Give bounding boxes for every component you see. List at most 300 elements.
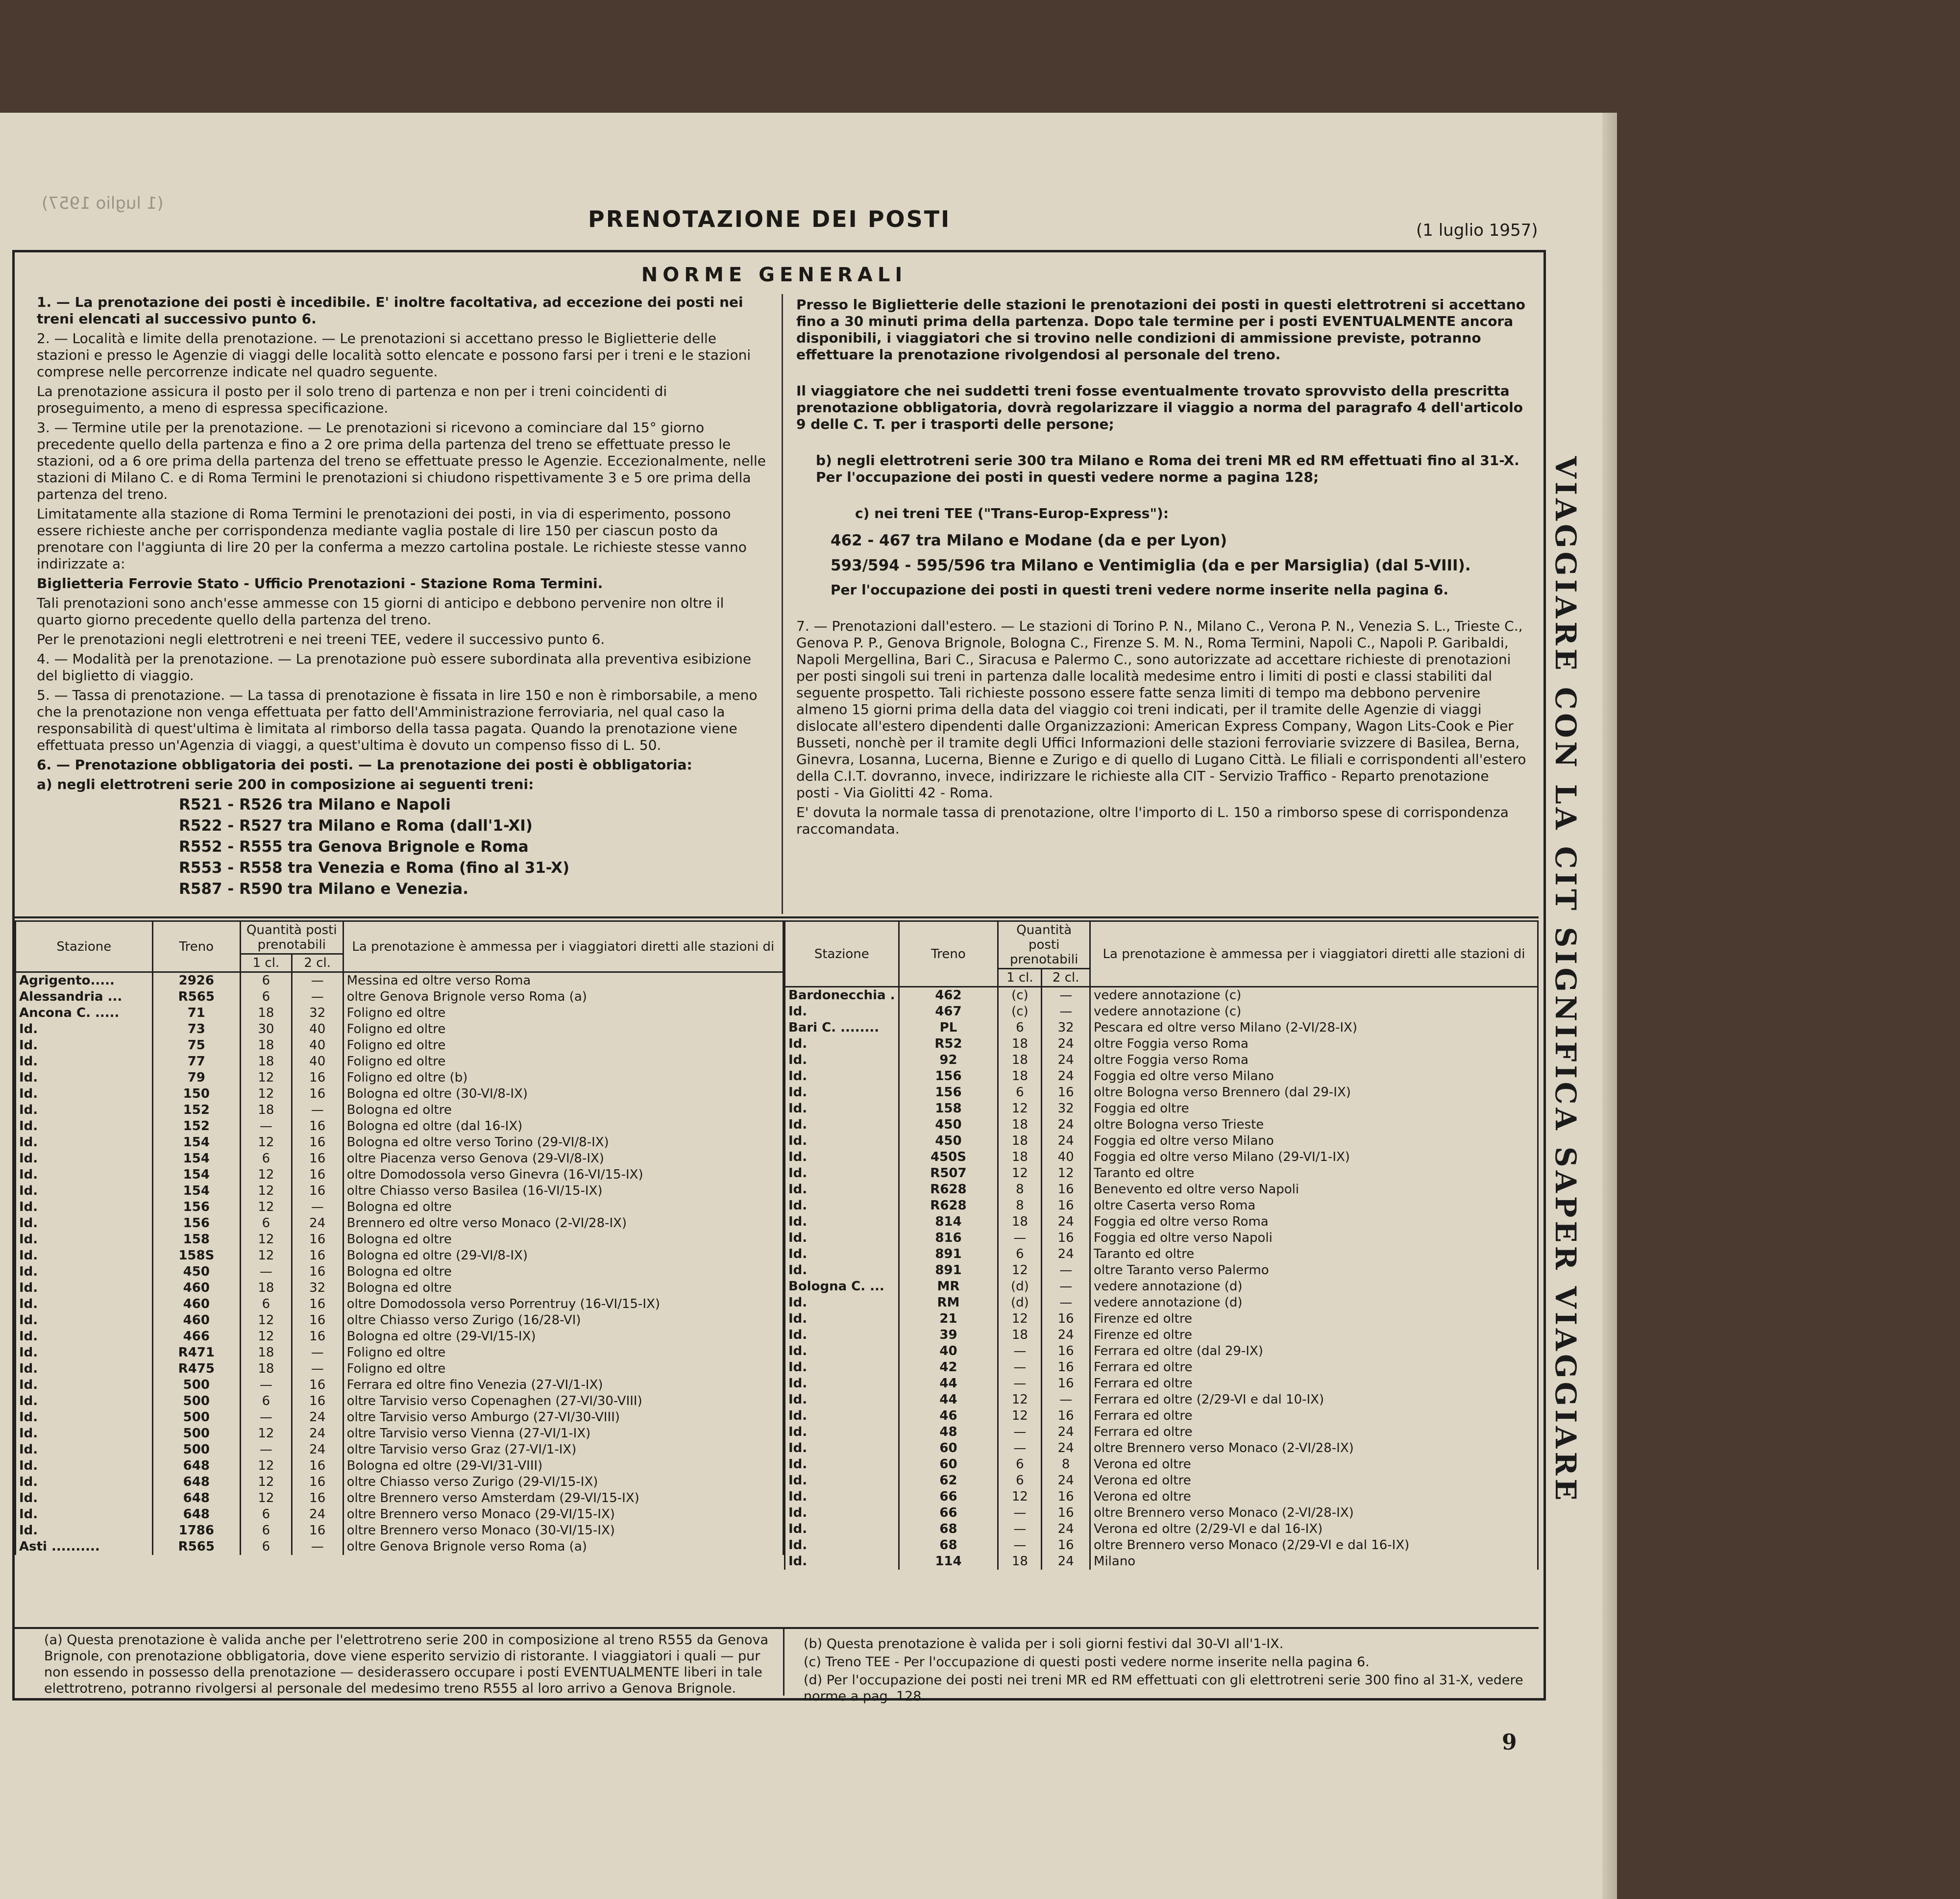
cell-1cl: (c) (998, 987, 1042, 1004)
cell-train: 891 (899, 1262, 998, 1279)
norm-3-see-6: Per le prenotazioni negli elettrotreni e nei treeni TEE, vedere il successivo punto 6. (37, 631, 605, 647)
cell-station: Ancona C. ..... (16, 1005, 153, 1021)
cell-train: 500 (152, 1409, 240, 1426)
table-row (785, 1359, 1538, 1376)
cell-train: R471 (152, 1345, 240, 1361)
cell-1cl: 12 (998, 1489, 1042, 1505)
table-row (16, 1458, 784, 1474)
cell-2cl: 12 (1042, 1165, 1090, 1182)
norm-7: 7. — Prenotazioni dall'estero. — Le stazioni di Torino P. N., Milano C., Verona P. N., Venezia S. L., Trieste C., Genova P. P., Genova Brignole, Bologna C., Firenze S. M. N., Roma Termini, Napoli C., Napoli P. Garibaldi, Napoli Mergellina, Bari C., Siracusa e Palermo C., sono autorizzate ad accettare richieste di prenotazioni per posti singoli sui treni in partenza dalle località medesime entro i limiti di posti e classi stabiliti dal seguente prospetto. Tali richieste possono essere fatte senza limiti di tempo ma debbono pervenire almeno 15 giorni prima della data del viaggio coi treni indicati, per il tramite delle Agenzie di viaggi dislocate all'estero dipendenti dalle Organizzazioni: American Express Company, Wagon Lits-Cook e Pier Busseti, nonchè per il tramite degli Uffici Informazioni delle stazioni ferroviarie svizzere di Basilea, Berna, Ginevra, Losanna, Lucerna, Bienne e Zurigo e di quello di Lugano Città. Le filiali e corrispondenti all'estero della C.I.T. dovranno, invece, indirizzare le richieste alla CIT - Servizio Traffico - Reparto prenotazione posti - Via Giolitti 42 - Roma. (796, 618, 1526, 801)
cell-1cl: — (998, 1376, 1042, 1392)
cell-1cl: 6 (241, 1296, 292, 1312)
cell-1cl: 6 (241, 1151, 292, 1167)
table-row (16, 1167, 784, 1183)
cell-2cl: 16 (292, 1329, 343, 1345)
cell-destinations: vedere annotazione (c) (1090, 987, 1538, 1004)
cell-train: 152 (152, 1102, 240, 1118)
table-row (785, 1456, 1538, 1473)
cell-destinations: Foligno ed oltre (343, 1037, 783, 1054)
cell-destinations: Pescara ed oltre verso Milano (2-VI/28-IX) (1090, 1020, 1538, 1036)
cell-1cl: 6 (241, 972, 292, 989)
cell-station: Id. (785, 1036, 899, 1052)
cell-2cl: 40 (292, 1021, 343, 1037)
cell-train: 2926 (152, 972, 240, 989)
page-date: (1 luglio 1957) (1416, 221, 1538, 240)
cell-station: Id. (16, 1393, 153, 1409)
cell-station: Id. (16, 1151, 153, 1167)
norm-2-note: La prenotazione assicura il posto per il solo treno di partenza e non per i treni coincidenti di proseguimento, a meno di espressa specificazione. (37, 383, 667, 416)
table-row (785, 1295, 1538, 1311)
cell-destinations: Foligno ed oltre (343, 1021, 783, 1037)
table-row (16, 1118, 784, 1134)
cell-station: Id. (785, 1376, 899, 1392)
norms-right-column (796, 296, 1526, 840)
cell-train: 21 (899, 1311, 998, 1327)
cell-station: Id. (16, 1054, 153, 1070)
cell-train: 92 (899, 1052, 998, 1068)
cell-1cl: 18 (998, 1149, 1042, 1165)
cell-2cl: 16 (1042, 1505, 1090, 1521)
table-row (16, 1377, 784, 1393)
cell-2cl: 16 (1042, 1343, 1090, 1359)
cell-1cl: 12 (241, 1086, 292, 1102)
cell-1cl: 18 (241, 1280, 292, 1296)
cell-train: 648 (152, 1506, 240, 1523)
table-row (785, 1214, 1538, 1230)
cell-station: Id. (16, 1345, 153, 1361)
table-row (16, 1442, 784, 1458)
table-row (785, 987, 1538, 1004)
cell-destinations: Benevento ed oltre verso Napoli (1090, 1182, 1538, 1198)
cell-train: 156 (899, 1085, 998, 1101)
cell-train: 152 (152, 1118, 240, 1134)
train-line: R553 - R558 tra Venezia e Roma (fino al 31-X) (179, 859, 570, 877)
col-header-2cl: 2 cl. (1042, 969, 1090, 987)
norm-3-correspondence: Limitatamente alla stazione di Roma Termini le prenotazioni dei posti, in via di esperimento, possono essere richieste anche per corrispondenza mediante vaglia postale di lire 150 per ciascun posto da prenotare con l'aggiunta di lire 20 per la conferma a mezzo cartolina postale. Le richieste stesse vanno indirizzate a: (37, 506, 747, 572)
cell-1cl: — (241, 1409, 292, 1426)
cell-train: 48 (899, 1424, 998, 1440)
cell-2cl: 24 (292, 1506, 343, 1523)
cell-train: 154 (152, 1151, 240, 1167)
cell-destinations: oltre Brennero verso Amsterdam (29-VI/15-IX) (343, 1490, 783, 1506)
cell-station: Id. (16, 1280, 153, 1296)
table-row (16, 1037, 784, 1054)
cell-2cl: 32 (292, 1005, 343, 1021)
bleed-through-date: (1 luglio 1957) (42, 194, 164, 213)
cell-destinations: Ferrara ed oltre fino Venezia (27-VI/1-IX) (343, 1377, 783, 1393)
cell-train: RM (899, 1295, 998, 1311)
cell-2cl: 16 (292, 1523, 343, 1539)
cell-1cl: 18 (998, 1327, 1042, 1343)
table-row (785, 1020, 1538, 1036)
cell-station: Id. (16, 1102, 153, 1118)
table-row (785, 1554, 1538, 1570)
cell-1cl: — (998, 1230, 1042, 1246)
table-row (785, 1085, 1538, 1101)
cell-station: Id. (785, 1214, 899, 1230)
table-row (785, 1133, 1538, 1149)
cell-1cl: 6 (241, 1506, 292, 1523)
cell-1cl: (d) (998, 1279, 1042, 1295)
cell-1cl: — (241, 1118, 292, 1134)
cell-station: Id. (785, 1473, 899, 1489)
cell-destinations: Firenze ed oltre (1090, 1327, 1538, 1343)
cell-2cl: 24 (292, 1442, 343, 1458)
cell-2cl: — (1042, 1262, 1090, 1279)
cell-2cl: 24 (1042, 1440, 1090, 1456)
cell-train: 450 (899, 1117, 998, 1133)
cell-station: Id. (16, 1183, 153, 1199)
cell-train: 158 (152, 1232, 240, 1248)
cell-station: Alessandria ... (16, 989, 153, 1005)
train-line: R521 - R526 tra Milano e Napoli (179, 796, 451, 814)
norm-2: 2. — Località e limite della prenotazione. — Le prenotazioni si accettano presso le Biglietterie delle stazioni e presso le Agenzie di viaggi delle località sotto elencate e possono farsi per i treni e le stazioni comprese nelle percorrenze indicate nel quadro seguente. (37, 330, 751, 380)
cell-train: 154 (152, 1183, 240, 1199)
table-row (785, 1505, 1538, 1521)
cell-1cl: 12 (241, 1199, 292, 1215)
cell-2cl: — (1042, 1004, 1090, 1020)
cell-station: Id. (785, 1085, 899, 1101)
cell-2cl: — (292, 1102, 343, 1118)
booking-table-right (784, 920, 1539, 1570)
cell-station: Bologna C. ... (785, 1279, 899, 1295)
cell-station: Bardonecchia . (785, 987, 899, 1004)
cell-2cl: — (1042, 987, 1090, 1004)
norm-6a: a) negli elettrotreni serie 200 in composizione ai seguenti treni: (37, 776, 534, 792)
col-header-destinations: La prenotazione è ammessa per i viaggiatori diretti alle stazioni di (343, 921, 783, 972)
cell-2cl: 16 (1042, 1376, 1090, 1392)
tee-line-2: 593/594 - 595/596 tra Milano e Ventimiglia (da e per Marsiglia) (dal 5-VIII). (831, 557, 1471, 574)
tee-line-1: 462 - 467 tra Milano e Modane (da e per Lyon) (831, 532, 1227, 549)
cell-train: R475 (152, 1361, 240, 1377)
cell-destinations: Bologna ed oltre (30-VI/8-IX) (343, 1086, 783, 1102)
cell-station: Id. (785, 1246, 899, 1262)
cell-station: Id. (785, 1004, 899, 1020)
cell-destinations: Taranto ed oltre (1090, 1246, 1538, 1262)
norm-6-booking-time: Presso le Biglietterie delle stazioni le prenotazioni dei posti in questi elettrotreni si accettano fino a 30 minuti prima della partenza. Dopo tale termine per i posti EVENTUALMENTE ancora disponibili, i viaggiatori che si trovino nelle condizioni di ammissione previste, potranno effettuare la prenotazione rivolgendosi al personale del treno. (796, 296, 1525, 363)
cell-destinations: oltre Tarvisio verso Copenaghen (27-VI/30-VIII) (343, 1393, 783, 1409)
cell-destinations: vedere annotazione (c) (1090, 1004, 1538, 1020)
norm-1: 1. — La prenotazione dei posti è incedibile. E' inoltre facoltativa, ad eccezione dei posti nei treni elencati al successivo punto 6. (37, 294, 743, 327)
cell-destinations: Foggia ed oltre verso Roma (1090, 1214, 1538, 1230)
cell-2cl: 16 (292, 1070, 343, 1086)
train-line: R522 - R527 tra Milano e Roma (dall'1-XI) (179, 817, 533, 835)
cell-station: Bari C. ........ (785, 1020, 899, 1036)
table-row (785, 1101, 1538, 1117)
cell-station: Id. (16, 1086, 153, 1102)
cell-station: Id. (785, 1133, 899, 1149)
footnote-a: (a) Questa prenotazione è valida anche per l'elettrotreno serie 200 in composizione al treno R555 da Genova Brignole, con prenotazione obbligatoria, dove viene esperito servizio di ristorante. I viaggiatori i quali — pur non essendo in possesso della prenotazione — desiderassero occupare i posti EVENTUALMENTE liberi in tale elettrotreno, potranno rivolgersi al personale del medesimo treno R555 al loro arrivo a Genova Brignole. (44, 1632, 769, 1696)
norm-3-advance: Tali prenotazioni sono anch'esse ammesse con 15 giorni di anticipo e debbono pervenire non oltre il quarto giorno precedente quello della partenza del treno. (37, 595, 724, 628)
cell-2cl: — (292, 1199, 343, 1215)
cell-train: 44 (899, 1376, 998, 1392)
cell-1cl: — (241, 1377, 292, 1393)
train-line: R587 - R590 tra Milano e Venezia. (179, 880, 468, 898)
table-row (16, 1199, 784, 1215)
table-row (785, 1489, 1538, 1505)
table-row (16, 1490, 784, 1506)
cell-destinations: Bologna ed oltre (dal 16-IX) (343, 1118, 783, 1134)
cell-destinations: oltre Chiasso verso Zurigo (29-VI/15-IX) (343, 1474, 783, 1490)
cell-train: 450 (899, 1133, 998, 1149)
cell-train: 75 (152, 1037, 240, 1054)
cell-1cl: 12 (998, 1392, 1042, 1408)
cell-2cl: 16 (1042, 1489, 1090, 1505)
cell-1cl: 12 (241, 1167, 292, 1183)
cell-destinations: Verona ed oltre (1090, 1489, 1538, 1505)
cell-2cl: 16 (292, 1232, 343, 1248)
cell-2cl: 16 (292, 1458, 343, 1474)
table-row (16, 1474, 784, 1490)
cell-1cl: 6 (998, 1473, 1042, 1489)
col-header-quantity: Quantità posti prenotabili (998, 921, 1090, 969)
cell-2cl: 16 (292, 1296, 343, 1312)
cell-station: Id. (16, 1232, 153, 1248)
cell-train: 60 (899, 1456, 998, 1473)
cell-2cl: 16 (292, 1086, 343, 1102)
cell-train: R565 (152, 1539, 240, 1555)
cell-2cl: 16 (1042, 1359, 1090, 1376)
cell-1cl: 18 (998, 1554, 1042, 1570)
table-row (16, 1426, 784, 1442)
col-header-destinations: La prenotazione è ammessa per i viaggiatori diretti alle stazioni di (1090, 921, 1538, 987)
cell-train: 450 (152, 1264, 240, 1280)
cell-2cl: 16 (1042, 1198, 1090, 1214)
cell-2cl: — (1042, 1392, 1090, 1408)
cell-1cl: — (998, 1343, 1042, 1359)
cell-1cl: 12 (241, 1134, 292, 1151)
table-row (16, 1506, 784, 1523)
cell-2cl: 24 (1042, 1246, 1090, 1262)
cell-2cl: 8 (1042, 1456, 1090, 1473)
cell-train: 44 (899, 1392, 998, 1408)
cell-destinations: oltre Genova Brignole verso Roma (a) (343, 1539, 783, 1555)
cell-train: PL (899, 1020, 998, 1036)
footnote-rule (15, 1627, 1539, 1629)
cell-station: Id. (785, 1424, 899, 1440)
cell-train: 77 (152, 1054, 240, 1070)
cell-destinations: oltre Chiasso verso Basilea (16-VI/15-IX) (343, 1183, 783, 1199)
col-header-1cl: 1 cl. (998, 969, 1042, 987)
cell-2cl: — (292, 1539, 343, 1555)
cell-station: Id. (16, 1312, 153, 1329)
cell-destinations: oltre Domodossola verso Ginevra (16-VI/15-IX) (343, 1167, 783, 1183)
cell-1cl: 18 (998, 1133, 1042, 1149)
cell-1cl: 6 (998, 1456, 1042, 1473)
table-row (16, 1296, 784, 1312)
cell-1cl: — (241, 1264, 292, 1280)
cell-train: 500 (152, 1377, 240, 1393)
cell-train: 814 (899, 1214, 998, 1230)
cell-destinations: Firenze ed oltre (1090, 1311, 1538, 1327)
table-row (785, 1052, 1538, 1068)
cell-train: 66 (899, 1505, 998, 1521)
cell-2cl: 16 (1042, 1230, 1090, 1246)
cell-station: Agrigento..... (16, 972, 153, 989)
cell-1cl: 12 (241, 1248, 292, 1264)
cell-destinations: Foggia ed oltre verso Napoli (1090, 1230, 1538, 1246)
cell-station: Id. (16, 1070, 153, 1086)
cell-2cl: 24 (1042, 1327, 1090, 1343)
table-row (16, 1232, 784, 1248)
cell-destinations: Bologna ed oltre (29-VI/15-IX) (343, 1329, 783, 1345)
cell-1cl: 18 (998, 1068, 1042, 1085)
norm-3-address: Biglietteria Ferrovie Stato - Ufficio Prenotazioni - Stazione Roma Termini. (37, 575, 603, 592)
norm-7-fee: E' dovuta la normale tassa di prenotazione, oltre l'importo di L. 150 a rimborso spese di corrispondenza raccomandata. (796, 804, 1509, 837)
cell-station: Id. (16, 1377, 153, 1393)
cell-1cl: 6 (241, 1539, 292, 1555)
cell-station: Id. (16, 1248, 153, 1264)
cell-station: Id. (785, 1456, 899, 1473)
cell-destinations: Foligno ed oltre (343, 1345, 783, 1361)
cell-destinations: oltre Brennero verso Monaco (29-VI/15-IX) (343, 1506, 783, 1523)
cell-train: 460 (152, 1312, 240, 1329)
side-advert-banner (1539, 343, 1592, 1617)
table-row (785, 1165, 1538, 1182)
cell-train: MR (899, 1279, 998, 1295)
cell-train: 466 (152, 1329, 240, 1345)
norm-6c-note: Per l'occupazione dei posti in questi treni vedere norme inserite nella pagina 6. (831, 582, 1448, 598)
cell-1cl: (d) (998, 1295, 1042, 1311)
cell-1cl: 18 (241, 1037, 292, 1054)
norm-5: 5. — Tassa di prenotazione. — La tassa di prenotazione è fissata in lire 150 e non è rimborsabile, a meno che la prenotazione non venga effettuata per fatto dell'Amministrazione ferroviaria, nel qual caso la responsabilità di quest'ultima è limitata al rimborso della tassa pagata. Quando la prenotazione viene effettuata presso un'Agenzia di viaggi, a quest'ultima è dovuto un compenso fisso di L. 50. (37, 687, 758, 753)
table-row (16, 1345, 784, 1361)
table-row (16, 1086, 784, 1102)
cell-2cl: 16 (1042, 1311, 1090, 1327)
cell-2cl: 24 (292, 1215, 343, 1232)
cell-train: 62 (899, 1473, 998, 1489)
table-row (785, 1004, 1538, 1020)
cell-train: 68 (899, 1537, 998, 1554)
cell-2cl: 32 (1042, 1101, 1090, 1117)
cell-1cl: — (998, 1521, 1042, 1537)
cell-station: Id. (785, 1359, 899, 1376)
cell-destinations: Foggia ed oltre verso Milano (1090, 1133, 1538, 1149)
cell-2cl: 24 (1042, 1214, 1090, 1230)
cell-1cl: 18 (241, 1102, 292, 1118)
cell-station: Id. (785, 1165, 899, 1182)
cell-2cl: 24 (1042, 1521, 1090, 1537)
cell-1cl: 6 (241, 1393, 292, 1409)
cell-destinations: Verona ed oltre (1090, 1456, 1538, 1473)
cell-1cl: — (241, 1442, 292, 1458)
cell-2cl: 40 (292, 1054, 343, 1070)
cell-station: Id. (785, 1440, 899, 1456)
cell-1cl: 6 (241, 1215, 292, 1232)
cell-destinations: Bologna ed oltre (343, 1232, 783, 1248)
table-row (785, 1440, 1538, 1456)
cell-destinations: Ferrara ed oltre (1090, 1376, 1538, 1392)
cell-1cl: 12 (241, 1070, 292, 1086)
cell-1cl: 12 (241, 1183, 292, 1199)
page-edge (1602, 113, 1617, 1899)
cell-station: Id. (785, 1343, 899, 1359)
cell-train: R52 (899, 1036, 998, 1052)
table-row (785, 1198, 1538, 1214)
cell-station: Id. (785, 1149, 899, 1165)
cell-train: 158S (152, 1248, 240, 1264)
cell-station: Id. (16, 1037, 153, 1054)
cell-station: Id. (16, 1199, 153, 1215)
cell-destinations: Verona ed oltre (1090, 1473, 1538, 1489)
table-row (785, 1327, 1538, 1343)
cell-train: 79 (152, 1070, 240, 1086)
cell-destinations: Bologna ed oltre verso Torino (29-VI/8-IX) (343, 1134, 783, 1151)
cell-train: 114 (899, 1554, 998, 1570)
cell-2cl: 32 (292, 1280, 343, 1296)
cell-2cl: 24 (1042, 1036, 1090, 1052)
cell-1cl: 12 (998, 1408, 1042, 1424)
col-header-train: Treno (152, 921, 240, 972)
table-row (785, 1392, 1538, 1408)
cell-station: Id. (16, 1021, 153, 1037)
cell-2cl: — (292, 989, 343, 1005)
cell-1cl: 18 (998, 1036, 1042, 1052)
cell-destinations: oltre Taranto verso Palermo (1090, 1262, 1538, 1279)
cell-station: Id. (785, 1554, 899, 1570)
cell-station: Id. (16, 1426, 153, 1442)
table-top-rule (15, 916, 1539, 918)
cell-station: Id. (785, 1068, 899, 1085)
cell-destinations: oltre Chiasso verso Zurigo (16/28-VI) (343, 1312, 783, 1329)
column-divider (782, 294, 783, 914)
cell-destinations: Ferrara ed oltre (1090, 1359, 1538, 1376)
cell-1cl: 12 (998, 1311, 1042, 1327)
cell-train: 450S (899, 1149, 998, 1165)
table-row (785, 1262, 1538, 1279)
footnote-divider (783, 1629, 784, 1696)
page-title: PRENOTAZIONE DEI POSTI (588, 206, 951, 232)
cell-2cl: 32 (1042, 1020, 1090, 1036)
cell-train: 158 (899, 1101, 998, 1117)
cell-destinations: Ferrara ed oltre (1090, 1424, 1538, 1440)
cell-station: Id. (16, 1361, 153, 1377)
cell-2cl: 16 (292, 1151, 343, 1167)
table-row (785, 1036, 1538, 1052)
norm-6c: c) nei treni TEE ("Trans-Europ-Express"): (855, 505, 1169, 521)
cell-destinations: Milano (1090, 1554, 1538, 1570)
cell-station: Id. (785, 1489, 899, 1505)
cell-destinations: oltre Foggia verso Roma (1090, 1036, 1538, 1052)
cell-destinations: Bologna ed oltre (29-VI/8-IX) (343, 1248, 783, 1264)
cell-2cl: — (292, 972, 343, 989)
cell-destinations: oltre Tarvisio verso Amburgo (27-VI/30-VIII) (343, 1409, 783, 1426)
norm-6-penalty: Il viaggiatore che nei suddetti treni fosse eventualmente trovato sprovvisto della prescritta prenotazione obbligatoria, dovrà regolarizzare il viaggio a norma del paragrafo 4 dell'articolo 9 delle C. T. per i trasporti delle persone; (796, 383, 1523, 432)
cell-destinations: Ferrara ed oltre (dal 29-IX) (1090, 1343, 1538, 1359)
cell-destinations: Messina ed oltre verso Roma (343, 972, 783, 989)
cell-destinations: oltre Foggia verso Roma (1090, 1052, 1538, 1068)
cell-1cl: 18 (241, 1054, 292, 1070)
cell-1cl: — (998, 1359, 1042, 1376)
col-header-station: Stazione (785, 921, 899, 987)
table-row (785, 1408, 1538, 1424)
cell-destinations: oltre Bologna verso Trieste (1090, 1117, 1538, 1133)
col-header-station: Stazione (16, 921, 153, 972)
table-row (785, 1473, 1538, 1489)
cell-destinations: Taranto ed oltre (1090, 1165, 1538, 1182)
cell-1cl: 12 (241, 1426, 292, 1442)
cell-train: 39 (899, 1327, 998, 1343)
cell-1cl: 12 (998, 1101, 1042, 1117)
cell-2cl: 16 (292, 1118, 343, 1134)
cell-2cl: 40 (1042, 1149, 1090, 1165)
cell-2cl: 24 (1042, 1473, 1090, 1489)
cell-1cl: 18 (998, 1052, 1042, 1068)
cell-destinations: Ferrara ed oltre (2/29-VI e dal 10-IX) (1090, 1392, 1538, 1408)
cell-station: Id. (16, 1458, 153, 1474)
cell-1cl: 12 (241, 1474, 292, 1490)
cell-2cl: 24 (1042, 1424, 1090, 1440)
